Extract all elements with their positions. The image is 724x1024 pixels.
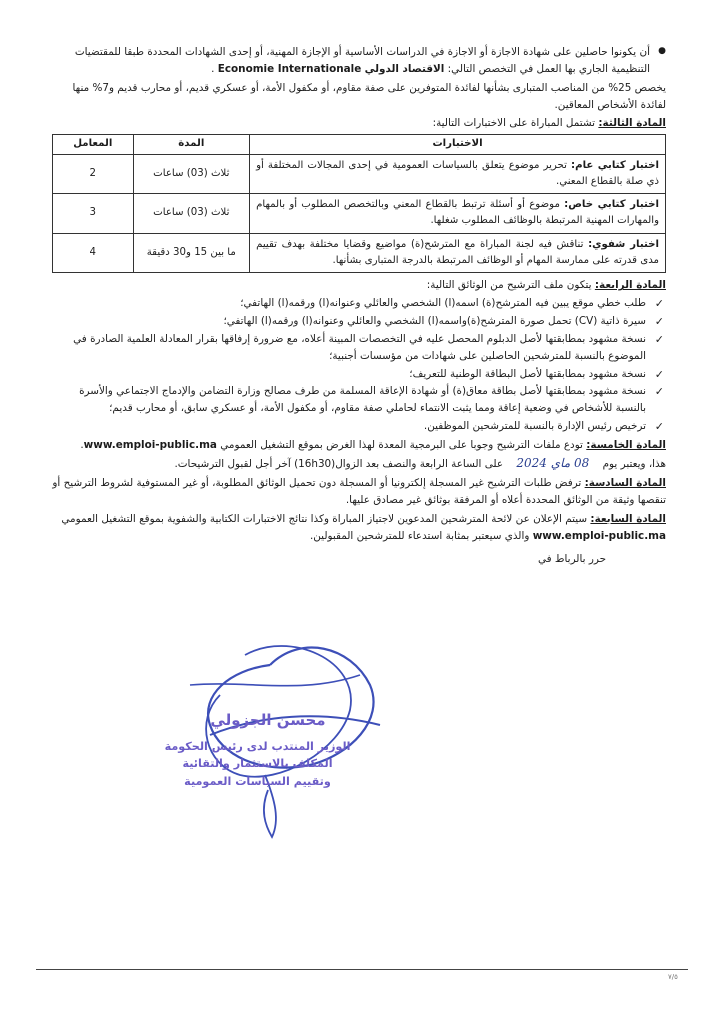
article-6-heading: المادة السادسة:	[584, 477, 666, 490]
exam-name: اختبار كتابي خاص:	[564, 199, 659, 211]
list-item	[52, 418, 666, 435]
specialty-french: Economie Internationale	[217, 62, 362, 75]
signatory-name: محسن الجزولي	[210, 711, 326, 729]
eligibility-bullet: ● أن يكونوا حاصلين على شهادة الاجازة أو الاجازة في الدراسات الأساسية أو الإجازة المهنية، أو إحدى الشهادات المحددة طبقا للمقتضيات التنظيمية الجاري بها العمل في التخصص التالي: الاقتصاد الدولي Economie Internationale .	[52, 44, 666, 78]
list-item	[52, 383, 666, 417]
stamp-line: المكلف بالاستثمار والتقائية	[182, 757, 333, 771]
signatory-stamp	[140, 738, 375, 790]
article-6-text: ترفض طلبات الترشيح غير المسجلة إلكترونيا أو المسجلة دون تحميل الوثائق المطلوبة، أو غير المستوفية لشروط الترشيح أو تنقصها وثيقة من الوثائق المحددة أعلاه أو المرفقة بوثائق غير مصادق عليها.	[52, 477, 666, 507]
table-row	[53, 154, 666, 194]
header-duration: المدة	[133, 135, 250, 154]
coefficient-cell: 2	[53, 154, 134, 194]
exam-cell	[250, 233, 666, 273]
document-item-text: نسخة مشهود بمطابقتها لأصل البطاقة الوطنية للتعريف؛	[409, 367, 646, 380]
checkmark-icon: ✓	[654, 367, 664, 381]
deadline-line	[52, 454, 666, 473]
list-item	[52, 313, 666, 330]
article-7-text-end: والذي سيعتبر بمثابة استدعاء للمترشحين المقبولين.	[309, 529, 530, 542]
exam-description: تناقش فيه لجنة المباراة مع المترشح(ة) مواضيع وقضايا مختلفة بهدف تقييم مدى قدرته على ممارسة المهام أو الوظائف المرتبطة بالدرجة المتبارى بشأنها.	[256, 238, 659, 267]
coefficient-cell: 4	[53, 233, 134, 273]
table-row	[53, 233, 666, 273]
article-4-text: يتكون ملف الترشيح من الوثائق التالية:	[426, 279, 592, 292]
emploi-public-link[interactable]: www.emploi-public.ma	[532, 529, 666, 542]
documents-list	[52, 295, 666, 435]
specialty-arabic: الاقتصاد الدولي	[364, 62, 445, 75]
exam-description: تحرير موضوع يتعلق بالسياسات العمومية في إحدى المجالات المختلفة أو ذي صلة بالقطاع المعني.	[256, 159, 659, 187]
article-7-heading: المادة السابعة:	[590, 512, 666, 525]
document-body	[52, 44, 666, 568]
exam-name: اختبار شفوي:	[588, 238, 659, 250]
list-item	[52, 366, 666, 383]
handwritten-signature	[150, 625, 390, 845]
document-item-text: نسخة مشهود بمطابقتها لأصل بطاقة معاق(ة) أو شهادة الإعاقة المسلمة من طرف مصالح وزارة التضامن والإدماج الاجتماعي والأسرة بالنسبة للأشخاص في وضعية إعاقة ومما يثبت الانتماء لحاملي صفة مقاوم، أو مكفول الأمة، أو عسكري سابق، أو محارب قديم؛	[79, 385, 646, 415]
article-6	[52, 475, 666, 509]
exam-cell	[250, 194, 666, 234]
article-7	[52, 511, 666, 545]
exam-description: موضوع أو أسئلة ترتبط بالقطاع المعني وبالتخصص المطلوب أو بالمهام والمهارات المهنية المرتبطة بالوظائف المطلوب شغلها.	[256, 199, 659, 227]
deadline-suffix: على الساعة الرابعة والنصف بعد الزوال(16h30) آخر أجل لقبول الترشيحات.	[174, 457, 504, 470]
footer-divider	[36, 969, 688, 970]
article-5-heading: المادة الخامسة:	[586, 439, 666, 451]
article-4-heading: المادة الرابعة:	[594, 279, 666, 292]
table-row	[53, 194, 666, 234]
article-3-heading: المادة الثالثة:	[598, 117, 666, 130]
stamp-line: الوزير المنتدب لدى رئيس الحكومة	[164, 740, 351, 753]
article-4	[52, 277, 666, 294]
emploi-public-link[interactable]: www.emploi-public.ma	[83, 439, 217, 451]
exam-name: اختبار كتابي عام:	[571, 159, 659, 171]
document-item-text: طلب خطي موقع يبين فيه المترشح(ة) اسمه(ا) الشخصي والعائلي وعنوانه(ا) ورقمه(ا) الهاتفي؛	[240, 297, 646, 310]
exam-cell	[250, 154, 666, 194]
article-3	[52, 115, 666, 132]
article-3-text: تشتمل المباراة على الاختبارات التالية:	[432, 117, 596, 130]
page-number: ٧/٥	[668, 973, 678, 981]
checkmark-icon: ✓	[654, 315, 664, 329]
list-item	[52, 295, 666, 312]
stamp-line: وتقييم السياسات العمومية	[184, 774, 331, 788]
list-item	[52, 331, 666, 365]
document-item-text: نسخة مشهود بمطابقتها لأصل الدبلوم المحصل عليه في التخصصات المبينة أعلاه، مع ضرورة إرفاقها بقرار المعادلة العلمية الصادرة في الموضوع بالنسبة للمترشحين الحاصلين على شهادات من مؤسسات أجنبية؛	[73, 332, 646, 362]
duration-cell: ثلاث (03) ساعات	[133, 194, 250, 234]
eligibility-text: أن يكونوا حاصلين على شهادة الاجازة أو الاجازة في الدراسات الأساسية أو الإجازة المهنية، أو إحدى الشهادات المحددة طبقا للمقتضيات التنظيمية الجاري بها العمل في التخصص التالي:	[74, 46, 650, 75]
coefficient-cell: 3	[53, 194, 134, 234]
handwritten-date: 08 ماي 2024	[516, 455, 590, 470]
checkmark-icon: ✓	[654, 297, 664, 311]
signature-stroke	[190, 675, 360, 686]
duration-cell: ما بين 15 و30 دقيقة	[133, 233, 250, 273]
exam-table	[52, 134, 666, 273]
article-7-text: سيتم الإعلان عن لائحة المترشحين المدعوين لاجتياز المباراة وكذا نتائج الاختبارات الكتابية والشفوية بموقع التشغيل العمومي	[61, 512, 588, 525]
duration-cell: ثلاث (03) ساعات	[133, 154, 250, 194]
article-5: المادة الخامسة: تودع ملفات الترشيح وجوبا على البرمجية المعدة لهذا الغرض بموقع التشغيل العمومي www.emploi-public.ma.	[80, 439, 666, 451]
header-coefficient: المعامل	[53, 135, 134, 154]
article-5-text: تودع ملفات الترشيح وجوبا على البرمجية المعدة لهذا الغرض بموقع التشغيل العمومي	[220, 439, 583, 451]
closing-place: حرر بالرباط في	[537, 552, 606, 565]
document-item-text: ترخيص رئيس الإدارة بالنسبة للمترشحين الموظفين.	[423, 420, 646, 433]
document-item-text: سيرة ذاتية (CV) تحمل صورة المترشح(ة)واسمه(ا) الشخصي والعائلي وعنوانه(ا) ورقمه(ا) الهاتفي؛	[223, 315, 646, 328]
quota-paragraph: يخصص 25% من المناصب المتبارى بشأنها لفائدة المتوفرين على صفة مقاوم، أو مكفول الأمة، أو عسكري قديم، أو محارب قديم و7% منها لفائدة الأشخاص المعاقين.	[72, 81, 666, 111]
checkmark-icon: ✓	[654, 385, 664, 399]
checkmark-icon: ✓	[654, 332, 664, 346]
deadline-prefix: هذا، ويعتبر يوم	[602, 457, 666, 470]
header-exams: الاختبارات	[250, 135, 666, 154]
checkmark-icon: ✓	[654, 420, 664, 434]
exam-table-header-row	[53, 135, 666, 154]
